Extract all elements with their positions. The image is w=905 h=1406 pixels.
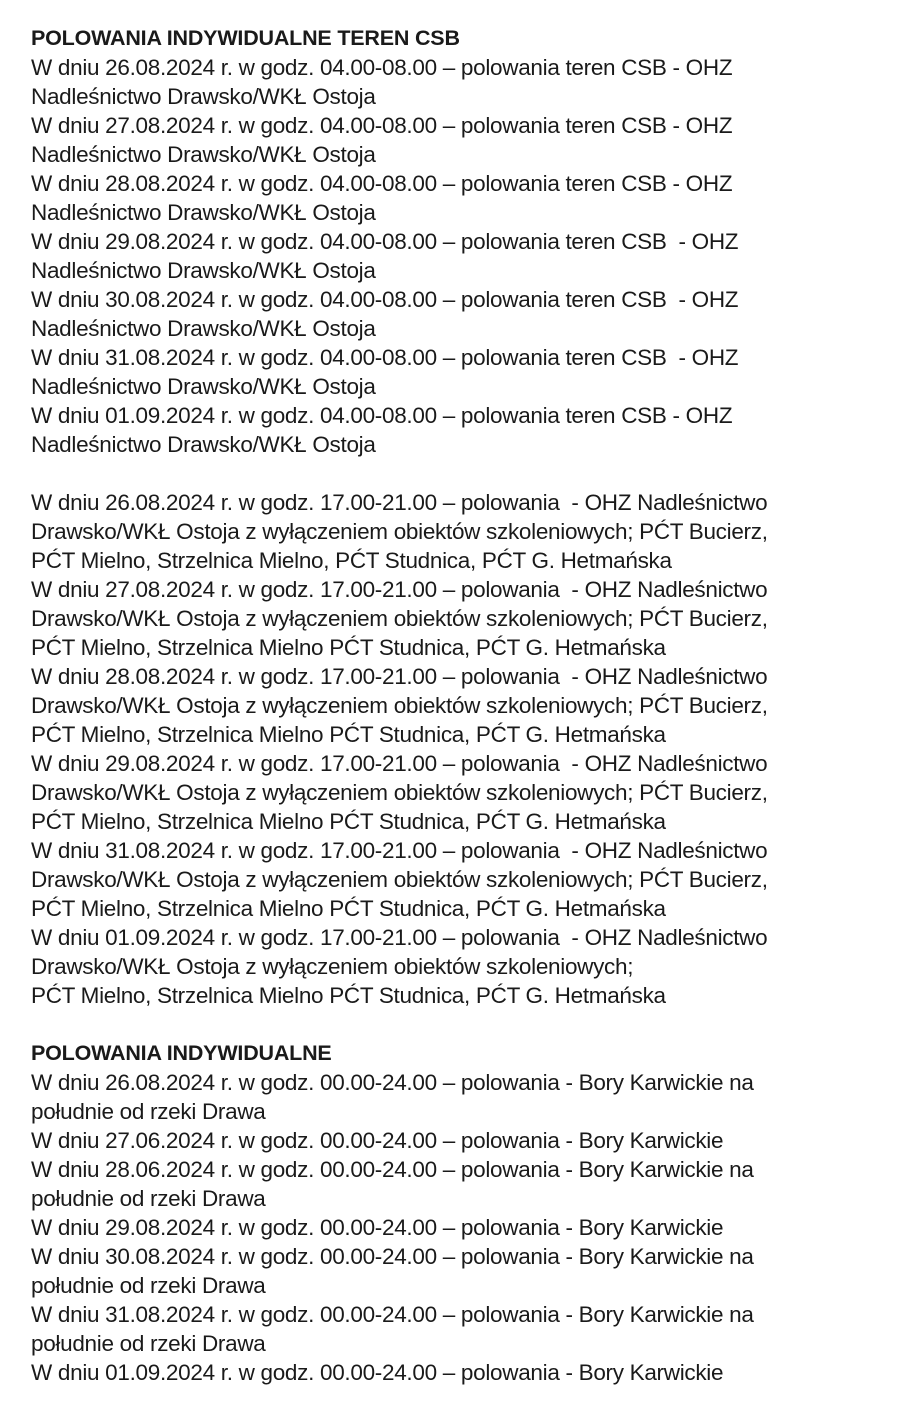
text-line: W dniu 26.08.2024 r. w godz. 17.00-21.00 – polowania - OHZ Nadleśnictwo — [31, 490, 768, 515]
text-line: Nadleśnictwo Drawsko/WKŁ Ostoja — [31, 316, 376, 341]
text-line: W dniu 27.08.2024 r. w godz. 17.00-21.00 – polowania - OHZ Nadleśnictwo — [31, 577, 768, 602]
text-line: PĆT Mielno, Strzelnica Mielno PĆT Studnica, PĆT G. Hetmańska — [31, 809, 666, 834]
text-line: W dniu 27.06.2024 r. w godz. 00.00-24.00 – polowania - Bory Karwickie — [31, 1128, 724, 1153]
text-line: PĆT Mielno, Strzelnica Mielno, PĆT Studnica, PĆT G. Hetmańska — [31, 548, 672, 573]
text-line: W dniu 29.08.2024 r. w godz. 04.00-08.00 – polowania teren CSB - OHZ — [31, 229, 739, 254]
text-line: W dniu 28.08.2024 r. w godz. 04.00-08.00 – polowania teren CSB - OHZ — [31, 171, 733, 196]
text-line: południe od rzeki Drawa — [31, 1099, 266, 1124]
text-line: Nadleśnictwo Drawsko/WKŁ Ostoja — [31, 374, 376, 399]
text-line: W dniu 29.08.2024 r. w godz. 00.00-24.00 – polowania - Bory Karwickie — [31, 1215, 724, 1240]
text-line: południe od rzeki Drawa — [31, 1331, 266, 1356]
text-line: W dniu 26.08.2024 r. w godz. 04.00-08.00 – polowania teren CSB - OHZ — [31, 55, 733, 80]
section-heading: POLOWANIA INDYWIDUALNE — [31, 1041, 332, 1065]
text-line: W dniu 31.08.2024 r. w godz. 17.00-21.00 – polowania - OHZ Nadleśnictwo — [31, 838, 768, 863]
section-heading: POLOWANIA INDYWIDUALNE TEREN CSB — [31, 26, 460, 50]
text-line: Drawsko/WKŁ Ostoja z wyłączeniem obiektów szkoleniowych; PĆT Bucierz, — [31, 606, 768, 631]
text-line: W dniu 31.08.2024 r. w godz. 00.00-24.00 – polowania - Bory Karwickie na — [31, 1302, 754, 1327]
text-line: Nadleśnictwo Drawsko/WKŁ Ostoja — [31, 200, 376, 225]
text-line: Drawsko/WKŁ Ostoja z wyłączeniem obiektów szkoleniowych; PĆT Bucierz, — [31, 867, 768, 892]
text-line: W dniu 28.06.2024 r. w godz. 00.00-24.00 – polowania - Bory Karwickie na — [31, 1157, 754, 1182]
text-line: W dniu 31.08.2024 r. w godz. 04.00-08.00 – polowania teren CSB - OHZ — [31, 345, 739, 370]
text-line: W dniu 01.09.2024 r. w godz. 17.00-21.00 – polowania - OHZ Nadleśnictwo — [31, 925, 768, 950]
text-line: Nadleśnictwo Drawsko/WKŁ Ostoja — [31, 84, 376, 109]
text-line: W dniu 26.08.2024 r. w godz. 00.00-24.00 – polowania - Bory Karwickie na — [31, 1070, 754, 1095]
section-evening-hunts — [31, 488, 891, 1010]
text-line: W dniu 28.08.2024 r. w godz. 17.00-21.00 – polowania - OHZ Nadleśnictwo — [31, 664, 768, 689]
text-line: Nadleśnictwo Drawsko/WKŁ Ostoja — [31, 432, 376, 457]
paragraph-spacer — [31, 1010, 891, 1039]
text-line: PĆT Mielno, Strzelnica Mielno PĆT Studnica, PĆT G. Hetmańska — [31, 635, 666, 660]
text-line: W dniu 27.08.2024 r. w godz. 04.00-08.00 – polowania teren CSB - OHZ — [31, 113, 733, 138]
text-line: Drawsko/WKŁ Ostoja z wyłączeniem obiektów szkoleniowych; — [31, 954, 634, 979]
section-individual-hunts — [31, 1039, 891, 1387]
text-line: PĆT Mielno, Strzelnica Mielno PĆT Studnica, PĆT G. Hetmańska — [31, 896, 666, 921]
text-line: W dniu 01.09.2024 r. w godz. 00.00-24.00 – polowania - Bory Karwickie — [31, 1360, 724, 1385]
text-line: Drawsko/WKŁ Ostoja z wyłączeniem obiektów szkoleniowych; PĆT Bucierz, — [31, 693, 768, 718]
text-line: Drawsko/WKŁ Ostoja z wyłączeniem obiektów szkoleniowych; PĆT Bucierz, — [31, 780, 768, 805]
text-line: Drawsko/WKŁ Ostoja z wyłączeniem obiektów szkoleniowych; PĆT Bucierz, — [31, 519, 768, 544]
text-line: W dniu 30.08.2024 r. w godz. 00.00-24.00 – polowania - Bory Karwickie na — [31, 1244, 754, 1269]
text-line: PĆT Mielno, Strzelnica Mielno PĆT Studnica, PĆT G. Hetmańska — [31, 722, 666, 747]
text-line: Nadleśnictwo Drawsko/WKŁ Ostoja — [31, 142, 376, 167]
section-csb-morning — [31, 24, 891, 459]
paragraph-spacer — [31, 459, 891, 488]
text-line: południe od rzeki Drawa — [31, 1186, 266, 1211]
text-line: PĆT Mielno, Strzelnica Mielno PĆT Studnica, PĆT G. Hetmańska — [31, 983, 666, 1008]
text-line: południe od rzeki Drawa — [31, 1273, 266, 1298]
text-line: W dniu 30.08.2024 r. w godz. 04.00-08.00 – polowania teren CSB - OHZ — [31, 287, 739, 312]
document-page — [31, 24, 891, 1387]
text-line: W dniu 01.09.2024 r. w godz. 04.00-08.00 – polowania teren CSB - OHZ — [31, 403, 733, 428]
text-line: W dniu 29.08.2024 r. w godz. 17.00-21.00 – polowania - OHZ Nadleśnictwo — [31, 751, 768, 776]
text-line: Nadleśnictwo Drawsko/WKŁ Ostoja — [31, 258, 376, 283]
